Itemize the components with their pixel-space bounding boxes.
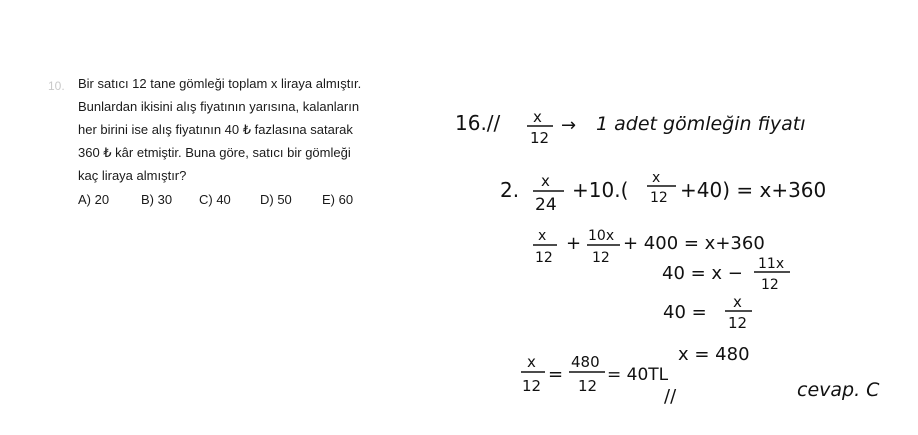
- eq1-mid: +10.(: [572, 178, 629, 202]
- fraction-numerator: 10x: [588, 228, 615, 244]
- fraction-numerator: x: [652, 170, 661, 186]
- option-c[interactable]: C) 40: [199, 192, 231, 207]
- fraction-denominator: 12: [535, 250, 553, 266]
- question-number: 10.: [48, 79, 65, 93]
- final-equals: =: [548, 364, 564, 385]
- fraction-denominator: 12: [578, 377, 598, 395]
- eq1-prefix: 2.: [500, 178, 520, 202]
- fraction-denominator: 12: [761, 277, 779, 293]
- eq1-end: +40) = x+360: [680, 178, 827, 202]
- fraction-denominator: 24: [535, 195, 557, 215]
- option-e[interactable]: E) 60: [322, 192, 354, 207]
- eq2-end: + 400 = x+360: [623, 233, 765, 254]
- fraction-denominator: 12: [522, 377, 542, 395]
- header-note: 1 adet gömleğin fiyatı: [596, 113, 806, 135]
- eq5: x = 480: [678, 344, 750, 365]
- question-line: her birini ise alış fiyatının 40 ₺ fazlasına satarak: [78, 122, 353, 137]
- fraction-denominator: 12: [650, 190, 668, 206]
- option-a[interactable]: A) 20: [78, 192, 110, 207]
- question-line: Bunlardan ikisini alış fiyatının yarısına, kalanların: [78, 99, 360, 114]
- fraction-numerator: 11x: [758, 256, 785, 272]
- fraction-numerator: x: [527, 353, 536, 371]
- option-b[interactable]: B) 30: [141, 192, 173, 207]
- fraction-denominator: 12: [592, 250, 610, 266]
- fraction-numerator: 480: [571, 353, 600, 371]
- fraction-numerator: x: [733, 293, 742, 311]
- fraction-numerator: x: [541, 172, 550, 190]
- final-mark: //: [664, 386, 677, 407]
- eq3-left: 40 = x −: [662, 263, 743, 284]
- final-result: = 40TL: [607, 365, 669, 385]
- eq4-left: 40 =: [663, 302, 707, 323]
- question-line: kaç liraya almıştır?: [78, 168, 187, 183]
- solution-number: 16.//: [455, 111, 501, 135]
- question-line: 360 ₺ kâr etmiştir. Buna göre, satıcı bir gömleği: [78, 145, 351, 160]
- fraction-denominator: 12: [728, 314, 748, 332]
- fraction-numerator: x: [538, 228, 547, 244]
- arrow-icon: →: [561, 115, 577, 136]
- eq2-plus: +: [566, 233, 582, 254]
- answer-note: cevap. C: [797, 379, 880, 401]
- question-line: Bir satıcı 12 tane gömleği toplam x liraya almıştır.: [78, 76, 362, 91]
- fraction-numerator: x: [533, 108, 542, 126]
- fraction-denominator: 12: [530, 129, 550, 147]
- option-d[interactable]: D) 50: [260, 192, 292, 207]
